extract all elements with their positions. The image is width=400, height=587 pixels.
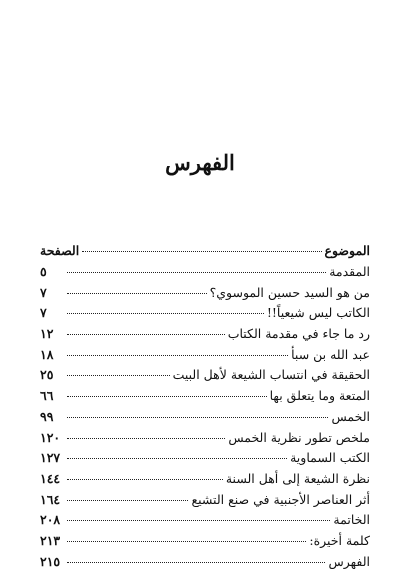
toc-entry-page: ١٢ <box>40 326 54 342</box>
toc-entry-label: الخاتمة <box>333 512 370 528</box>
toc-entry-label: المقدمة <box>329 264 370 279</box>
toc-entry-page: ١٢٠ <box>40 429 61 445</box>
toc-header <box>40 240 370 262</box>
dot-leader <box>67 292 207 294</box>
toc-entry <box>40 448 370 469</box>
toc-entry-page: ٢١٥ <box>40 553 61 569</box>
dot-leader <box>67 354 288 356</box>
toc-entry-label: أثر العناصر الأجنبية في صنع التشيع <box>191 491 370 507</box>
toc-entry-page: ٧ <box>40 284 47 300</box>
toc-entry-label: نظرة الشيعة إلى أهل السنة <box>225 470 370 486</box>
toc-entry-page: ٧ <box>40 305 47 321</box>
toc-entry-page: ٢٥ <box>40 367 54 383</box>
toc-entry <box>40 283 370 304</box>
toc-entry-label: الخمس <box>331 408 370 424</box>
toc-entry-label: من هو السيد حسين الموسوي؟ <box>209 284 370 300</box>
toc-entry <box>40 303 370 324</box>
toc-entry-page: ٦٦ <box>40 388 54 404</box>
toc-entry-label: الحقيقة في انتساب الشيعة لأهل البيت <box>172 367 370 383</box>
toc-entry <box>40 386 370 407</box>
toc-header-topic: الموضوع <box>324 243 370 258</box>
toc-entry-page: ٩٩ <box>40 408 54 424</box>
toc-header-page: الصفحة <box>40 243 80 258</box>
dot-leader <box>67 374 170 376</box>
toc-entry <box>40 262 370 283</box>
dot-leader <box>67 540 306 542</box>
toc-entry <box>40 345 370 366</box>
dot-leader <box>67 312 264 314</box>
toc-entry-page: ٢١٣ <box>40 532 61 548</box>
dot-leader <box>67 519 330 521</box>
toc-entry-page: ١٤٤ <box>40 470 61 486</box>
toc-entry <box>40 469 370 490</box>
dot-leader <box>67 457 287 459</box>
toc-entry <box>40 428 370 449</box>
dot-leader <box>82 250 321 252</box>
toc-entry <box>40 510 370 531</box>
dot-leader <box>67 271 326 273</box>
toc-entry <box>40 490 370 511</box>
toc-entry-label: ملخص تطور نظرية الخمس <box>228 429 370 445</box>
toc-entry-label: المتعة وما يتعلق بها <box>269 388 370 404</box>
table-of-contents <box>40 240 370 572</box>
page-title: الفهرس <box>165 150 235 175</box>
toc-entry <box>40 324 370 345</box>
dot-leader <box>67 499 188 501</box>
dot-leader <box>67 561 325 563</box>
toc-entry-label: الفهرس <box>328 553 370 569</box>
toc-entry-label: كلمة أخيرة: <box>309 532 370 548</box>
toc-entry-page: ١٨ <box>40 346 54 362</box>
toc-entry-label: رد ما جاء في مقدمة الكتاب <box>227 326 370 342</box>
toc-entry <box>40 531 370 552</box>
toc-entry <box>40 552 370 573</box>
dot-leader <box>67 333 225 335</box>
dot-leader <box>67 437 225 439</box>
toc-entry-label: عبد الله بن سبأ <box>291 346 370 362</box>
toc-entry <box>40 365 370 386</box>
dot-leader <box>67 395 267 397</box>
dot-leader <box>67 478 223 480</box>
dot-leader <box>67 416 328 418</box>
toc-entry-label: الكتب السماوية <box>290 450 370 466</box>
toc-entry-page: ١٦٤ <box>40 491 61 507</box>
toc-entry-page: ٥ <box>40 264 47 279</box>
toc-entry-page: ١٢٧ <box>40 450 61 466</box>
toc-entry-page: ٢٠٨ <box>40 512 61 528</box>
toc-entry-label: الكاتب ليس شيعياً!! <box>266 305 370 321</box>
toc-entry <box>40 407 370 428</box>
